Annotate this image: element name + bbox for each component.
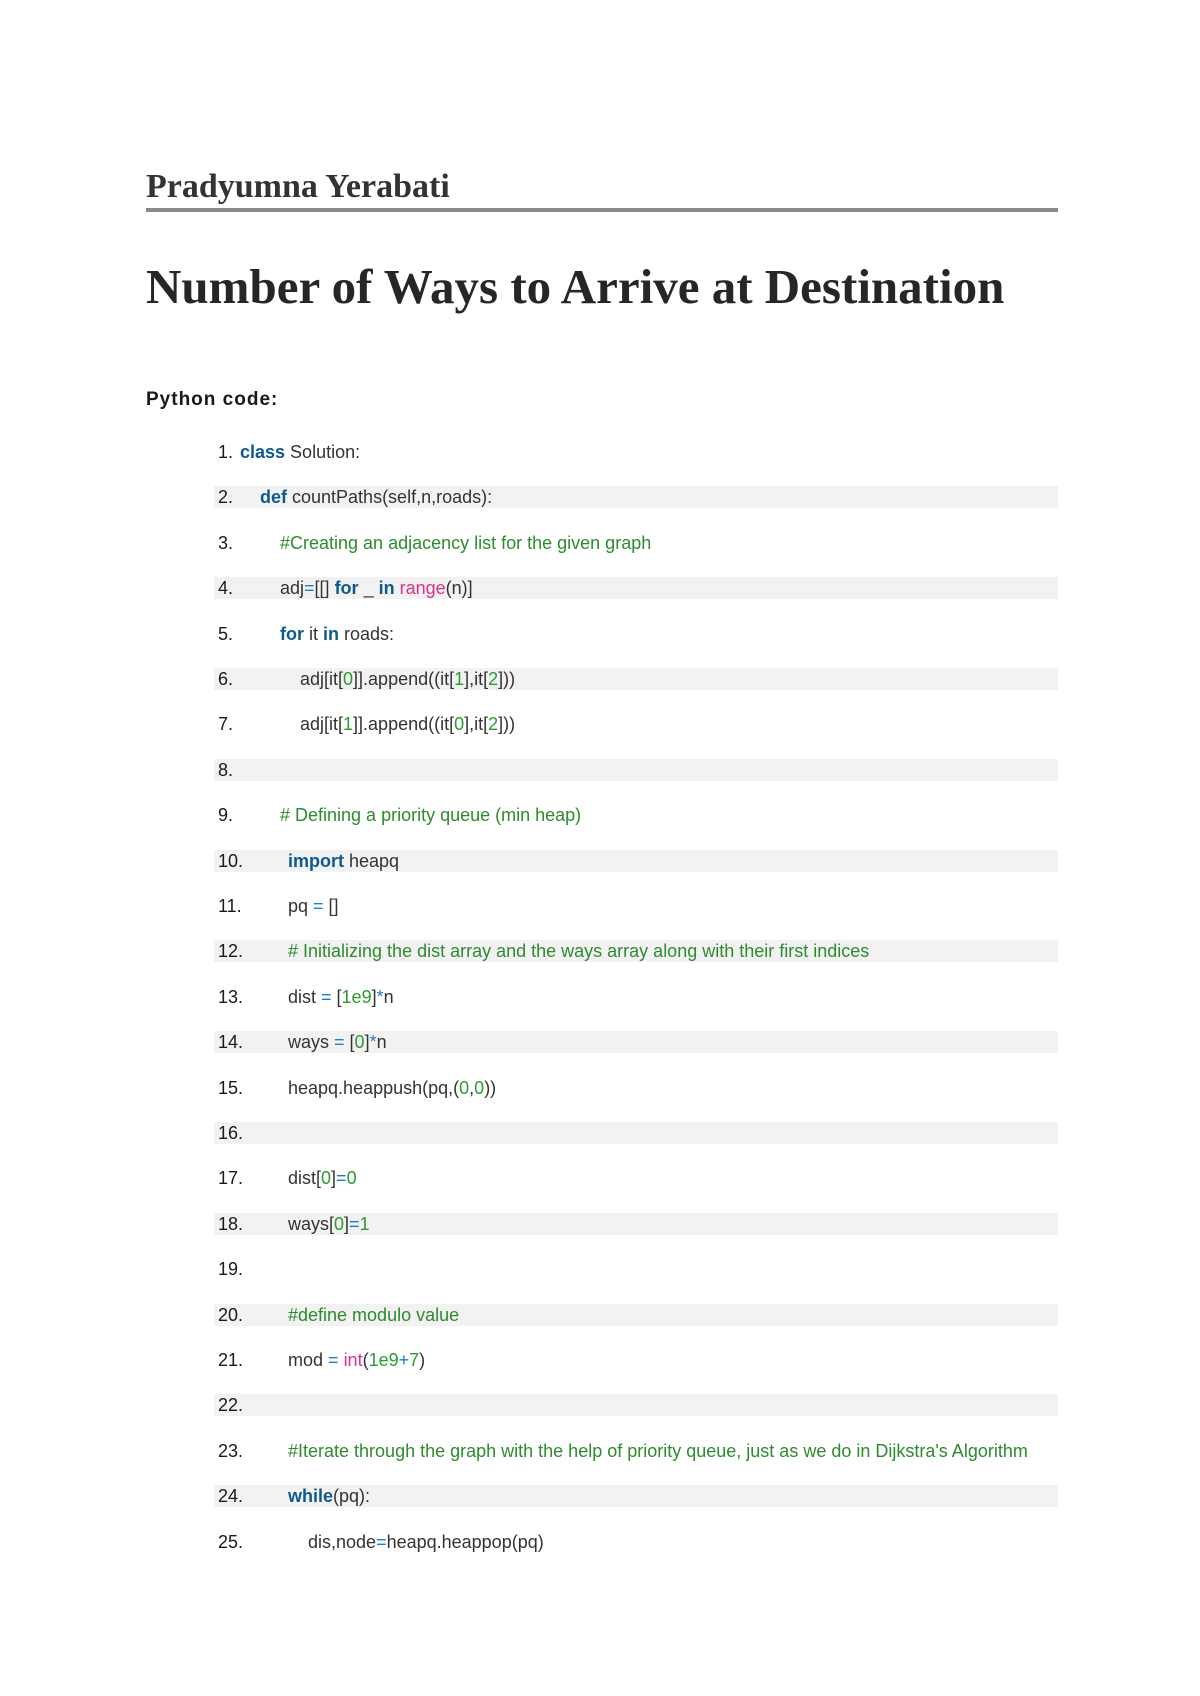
code-line [214,441,1058,463]
page-title: Number of Ways to Arrive at Destination [146,259,1005,314]
code-token: Solution: [285,442,361,462]
line-code [288,986,394,1008]
code-token: 0 [321,1168,332,1188]
line-number: 5. [218,624,234,644]
line-number: 22. [218,1395,244,1415]
code-line [214,623,1058,645]
code-token: #Iterate through the graph with the help of priority queue, just as we do in Dijkstra's Algorithm [288,1441,1028,1461]
code-line [214,1167,1058,1189]
code-token: ways[ [288,1214,335,1234]
code-token: 0 [459,1078,470,1098]
code-token: in [323,624,340,644]
code-token: dist[ [288,1168,322,1188]
line-number: 23. [218,1441,244,1461]
line-code [260,486,492,508]
code-token: 2 [488,669,499,689]
code-token: = [334,1032,345,1052]
line-number: 11. [218,896,242,916]
code-token: ] [371,987,377,1007]
line-code [288,895,339,917]
code-line [214,1122,1058,1144]
code-token: ],it[ [464,669,489,689]
line-number: 1. [218,442,234,462]
line-number: 21. [218,1350,244,1370]
code-token: adj [280,578,305,598]
code-token: )) [484,1078,497,1098]
code-line [214,486,1058,508]
line-code [280,804,581,826]
code-token: pq [288,896,314,916]
code-token: + [398,1350,410,1370]
line-number: 24. [218,1486,244,1506]
line-code [308,1531,544,1553]
code-token: 0 [474,1078,485,1098]
code-token: (n)] [445,578,473,598]
code-token: 1e9 [368,1350,399,1370]
line-number: 16. [218,1123,244,1143]
code-token: 1e9 [341,987,372,1007]
code-line [214,759,1058,781]
code-token: n [383,987,394,1007]
line-code [288,940,869,962]
line-code [288,1440,1028,1462]
code-line [214,1440,1058,1462]
code-line [214,1304,1058,1326]
code-token: for [334,578,359,598]
line-number: 7. [218,714,234,734]
code-token: = [304,578,315,598]
line-number: 9. [218,805,234,825]
line-code [288,850,399,872]
code-token: mod [288,1350,329,1370]
code-line [214,532,1058,554]
code-token: #Creating an adjacency list for the given graph [280,533,652,553]
line-number: 13. [218,987,244,1007]
code-token: ]].append((it[ [353,714,455,734]
code-token: countPaths(self,n,roads): [287,487,493,507]
code-token: dist [288,987,322,1007]
code-token: int [343,1350,363,1370]
code-token: heapq.heappush(pq,( [288,1078,460,1098]
code-line [214,1031,1058,1053]
code-line [214,577,1058,599]
code-token: 0 [346,1168,357,1188]
line-code [288,1031,387,1053]
code-token: heapq [344,851,400,871]
code-line [214,1077,1058,1099]
code-token: for [280,624,304,644]
code-token: adj[it[ [300,669,344,689]
code-line [214,1531,1058,1553]
code-token: _ [358,578,379,598]
code-token: 0 [343,669,354,689]
line-number: 4. [218,578,234,598]
line-number: 18. [218,1214,244,1234]
author-name: Pradyumna Yerabati [146,168,450,205]
code-token: 0 [354,1032,365,1052]
code-token: while [288,1486,334,1506]
code-token: 2 [488,714,499,734]
code-line [214,1485,1058,1507]
code-token: , [469,1078,475,1098]
code-line [214,986,1058,1008]
line-code [280,623,394,645]
code-token: ],it[ [464,714,489,734]
line-number: 25. [218,1532,244,1552]
code-token: 1 [359,1214,370,1234]
line-number: 2. [218,487,234,507]
line-number: 17. [218,1168,244,1188]
code-token: * [376,987,384,1007]
code-line [214,895,1058,917]
code-token: heapq.heappop(pq) [386,1532,544,1552]
line-code [288,1213,370,1235]
code-token: roads: [339,624,395,644]
code-token: [[] [314,578,335,598]
code-token: def [260,487,287,507]
author-divider [146,208,1058,212]
code-token: = [349,1214,360,1234]
code-token: ])) [498,714,516,734]
code-token: [ [331,987,342,1007]
line-code [288,1485,370,1507]
code-token: #define modulo value [288,1305,460,1325]
code-token: import [288,851,344,871]
line-code [280,532,651,554]
code-token: ] [344,1214,350,1234]
code-token: 1 [454,669,465,689]
code-line [214,1349,1058,1371]
line-number: 12. [218,941,244,961]
code-token: # Initializing the dist array and the ways array along with their first indices [288,941,870,961]
code-line [214,668,1058,690]
code-token: * [369,1032,377,1052]
code-token: ) [419,1350,426,1370]
line-number: 19. [218,1259,244,1279]
code-token: [ [344,1032,355,1052]
line-code [300,668,515,690]
line-number: 6. [218,669,234,689]
code-token: adj[it[ [300,714,344,734]
code-token: [] [323,896,339,916]
line-number: 3. [218,533,234,553]
code-token: = [328,1350,339,1370]
code-token: 0 [454,714,465,734]
code-token: n [376,1032,387,1052]
line-number: 14. [218,1032,244,1052]
line-code [288,1349,425,1371]
code-token: in [378,578,395,598]
code-token: ways [288,1032,335,1052]
code-line [214,1213,1058,1235]
code-token: dis,node [308,1532,377,1552]
code-token: range [399,578,446,598]
line-code [288,1167,357,1189]
code-line [214,713,1058,735]
line-number: 20. [218,1305,244,1325]
code-token: 1 [343,714,354,734]
code-token: it [304,624,324,644]
code-token: ] [364,1032,370,1052]
code-token: = [313,896,324,916]
line-number: 8. [218,760,234,780]
line-code [280,577,473,599]
code-token: # Defining a priority queue (min heap) [280,805,582,825]
line-code [288,1304,459,1326]
code-line [214,940,1058,962]
line-code [300,713,515,735]
code-token: ])) [498,669,516,689]
code-token: 0 [334,1214,345,1234]
code-section-heading: Python code: [146,389,279,410]
code-token: (pq): [333,1486,371,1506]
code-token: = [376,1532,387,1552]
code-token: = [321,987,332,1007]
line-number: 10. [218,851,244,871]
line-number: 15. [218,1078,244,1098]
code-line [214,1394,1058,1416]
code-token: class [240,442,286,462]
code-token: ]].append((it[ [353,669,455,689]
code-token: = [336,1168,347,1188]
line-code [288,1077,496,1099]
code-line [214,804,1058,826]
code-token: 7 [409,1350,420,1370]
code-line [214,850,1058,872]
code-line [214,1258,1058,1280]
code-token: ] [331,1168,337,1188]
code-token: ( [362,1350,369,1370]
line-code [240,441,360,463]
